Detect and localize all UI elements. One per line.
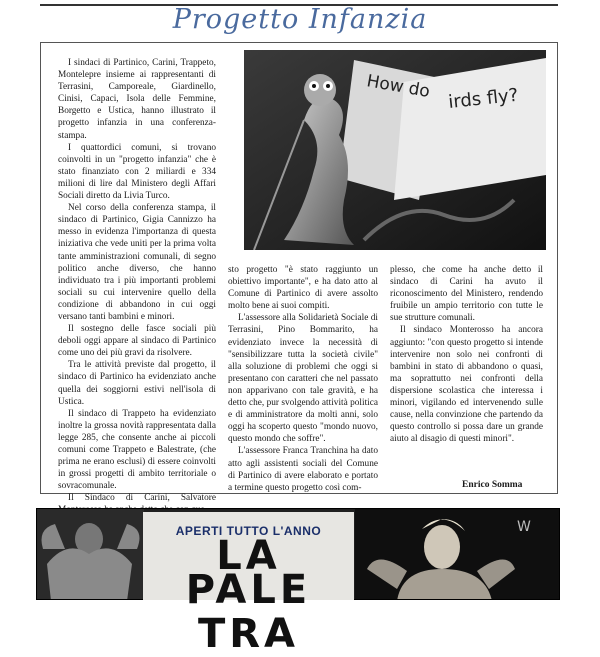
- alien-head: [304, 74, 336, 106]
- article-photo: [244, 50, 546, 250]
- paragraph: plesso, che come ha anche detto il sindaco di Carini ha avuto il riconoscimento del Ministero, rendendo fruibile un ampio territorio con tutte le sue strutture comunali.: [390, 265, 543, 324]
- paragraph: L'assessore Franca Tranchina ha dato atto agli assistenti sociali del Comune di Partinico di avere elaborato e portato a termine questo progetto così com-: [228, 446, 378, 493]
- paragraph: I quattordici comuni, si trovano coinvolti in un "progetto infanzia" che è stato finanziato con 2 miliardi e 334 milioni di lire dal Ministero degli Affari Sociali diretto da Livia Turco.: [58, 142, 216, 202]
- paragraph: Il sindaco di Trappeto ha evidenziato inoltre la grossa novità rappresentata dalla legge 285, che consente anche ai piccoli comuni come Trappeto e Balestrate, (che prima ne erano esclusi) di essere coinvolti in grossi progetti di ambito territoriale o sovracomunale.: [58, 408, 216, 492]
- author-signature: Enrico Somma: [462, 480, 523, 490]
- page-title: Progetto Infanzia: [172, 4, 428, 35]
- photo-illustration: [244, 50, 546, 250]
- paragraph: sto progetto "è stato raggiunto un obiettivo importante", e ha dato atto al Comune di Partinico di avere assolto molto bene ai suoi compiti.: [228, 265, 378, 312]
- article-column-3: [390, 264, 543, 445]
- paragraph: Il Sindaco di Carini, Salvatore: [68, 493, 216, 504]
- bodybuilder-female: [424, 525, 460, 569]
- ad-decoration-w: W: [517, 519, 531, 535]
- article-column-2: [228, 264, 378, 494]
- paragraph: Il sindaco Monterosso ha ancora aggiunto: "con questo progetto si intende intervenire non solo nei confronti di bambini in stato di abbandono o quasi, ma soprattutto nei confronti della dispersione scolastica che interessa i minori, vigilando ed intervenendo sulle cause, nella convinzione che partendo da questo controllo si possa dare un grande aiuto al disagio di questi minori".: [390, 325, 543, 445]
- paragraph: Il sostegno delle fasce sociali più deboli oggi appare al sindaco di Partinico come uno dei più gravi da risolvere.: [58, 324, 216, 359]
- article-column-1: [58, 57, 216, 517]
- paragraph: L'assessore alla Solidarietà Sociale di Terrasini, Pino Bommarito, ha evidenziato invece la necessità di "sensibilizzare tutta la società civile" alla soluzione di problemi che oggi si presentano con caratteri che nel passato non apparivano con tale gravità, e ha detto che, pur svolgendo attività politica e di amministratore da molti anni, solo oggi ha scoperto questo "mondo nuovo, questo mondo che soffre".: [228, 313, 378, 445]
- paragraph: Nel corso della conferenza stampa, il sindaco di Partinico, Gigia Cannizzo ha messo in evidenza l'importanza di questa iniziativa che vede uniti per la prima volta tante amministrazioni comunali, di segno politico anche diverso, che hanno individuato tra i più importanti problemi sociali su cui intervenire quello della condizione di abbandono in cui oggi versano tanti bambini e minori.: [58, 203, 216, 322]
- paragraph: I sindaci di Partinico, Carini, Trappeto, Montelepre insieme ai rappresentanti di Terrasini, Camporeale, Giardinello, Cinisi, Capaci, Isola delle Femmine, Borgetto e Ustica, hanno illustrato il progetto infanzia in una conferenza-stampa.: [58, 58, 216, 141]
- paragraph: Tra le attività previste dal progetto, il sindaco di Partinico ha evidenziato anche quella dei soggiorni estivi nell'isola di Ustica.: [58, 360, 216, 407]
- card-text-1: How do: [365, 71, 432, 102]
- ad-logo-line-2: PALE TRA: [185, 567, 312, 657]
- ad-tagline: APERTI TUTTO L'ANNO: [175, 524, 322, 538]
- ad-logo-line-1: LA: [216, 533, 281, 579]
- card-text-2: irds fly?: [447, 84, 520, 113]
